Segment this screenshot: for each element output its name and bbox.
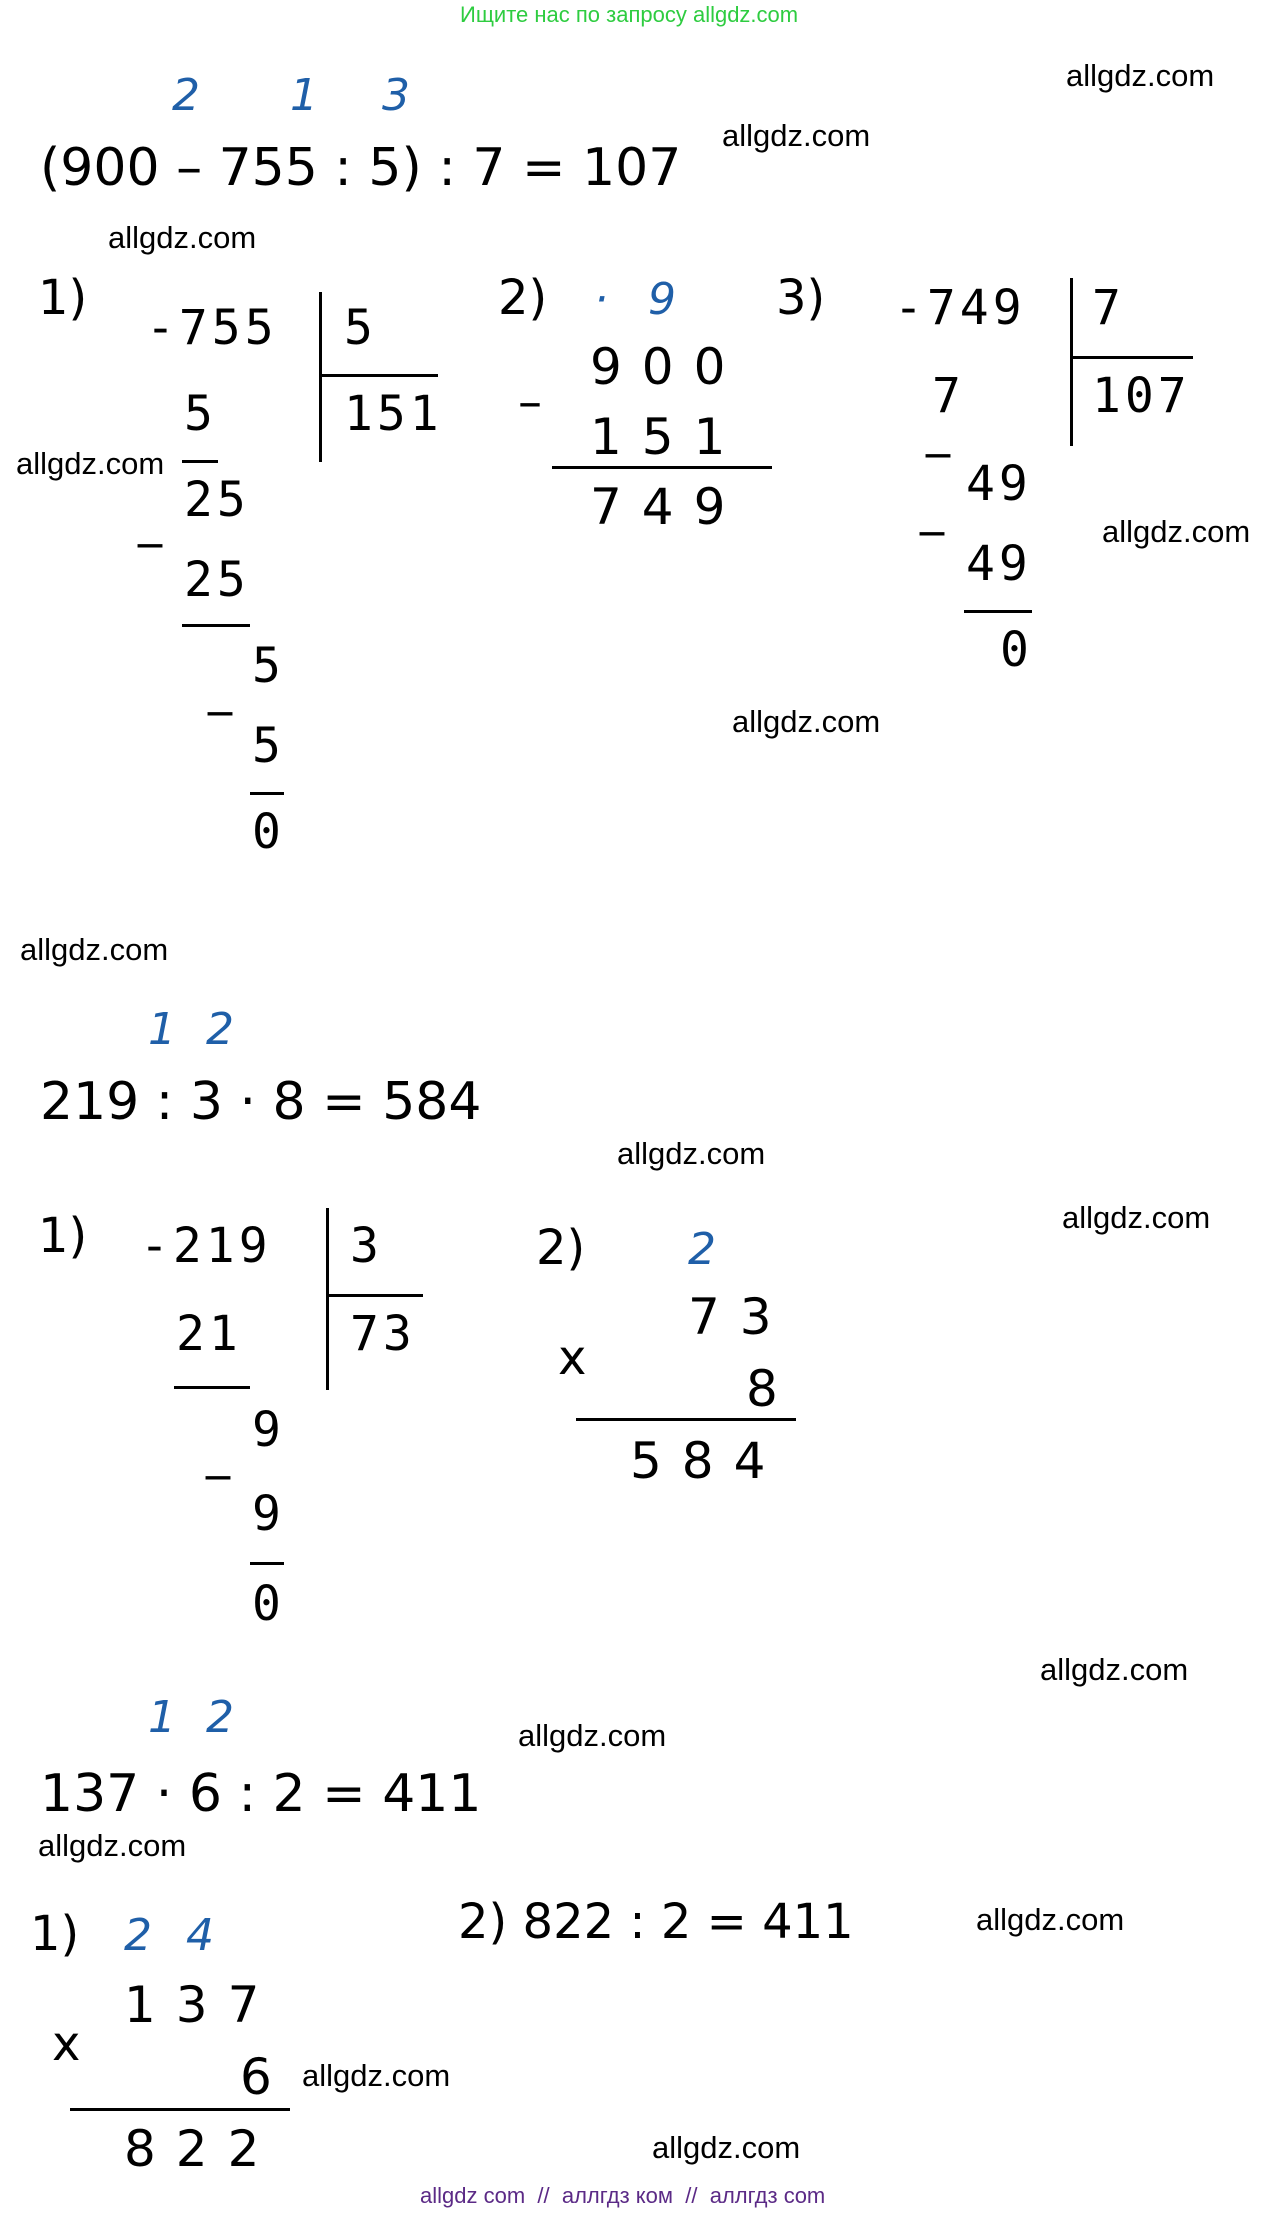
multiplicand: 73	[688, 1288, 792, 1346]
quotient: 107	[1092, 368, 1191, 424]
step-label: 3)	[776, 270, 826, 326]
step-label: 1)	[38, 1208, 88, 1264]
remainder: 9	[252, 1402, 285, 1458]
divisor: 3	[350, 1218, 383, 1274]
minus-sign: _	[920, 480, 944, 536]
dividend: -755	[146, 300, 278, 356]
subtraction-line	[182, 460, 218, 463]
divisor: 7	[1092, 280, 1125, 336]
subtraction-line	[174, 1386, 250, 1389]
expression: 219 : 3 · 8 = 584	[40, 1072, 482, 1132]
multiply-sign: x	[558, 1330, 587, 1386]
watermark: allgdz.com	[1102, 514, 1251, 549]
quotient-line	[327, 1294, 423, 1297]
remainder: 25	[184, 472, 250, 528]
watermark: allgdz.com	[518, 1718, 667, 1753]
subtraction-line	[964, 610, 1032, 613]
expression: 137 · 6 : 2 = 411	[40, 1764, 482, 1824]
order-number: 2	[206, 1692, 234, 1743]
division-bar	[319, 292, 322, 462]
subtrahend: 151	[590, 408, 746, 466]
order-number: 3	[382, 70, 410, 121]
watermark: allgdz.com	[976, 1902, 1125, 1937]
minus-sign: _	[926, 402, 950, 458]
watermark: allgdz.com	[732, 704, 881, 739]
borrow-dot: ·	[594, 274, 608, 325]
borrow-digit: 9	[648, 274, 676, 325]
dividend: -219	[140, 1218, 272, 1274]
watermark: allgdz.com	[1066, 58, 1215, 93]
final-remainder: 0	[252, 1576, 285, 1632]
order-number: 2	[206, 1004, 234, 1055]
dividend: -749	[894, 280, 1026, 336]
quotient-line	[1071, 356, 1193, 359]
subtrahend: 25	[184, 552, 250, 608]
step-label: 2)	[536, 1220, 586, 1276]
bottom-banner: allgdz com // аллгдз ком // аллгдз com	[420, 2183, 826, 2208]
final-remainder: 0	[1000, 622, 1033, 678]
multiplicand: 137	[124, 1976, 280, 2034]
subtrahend: 21	[176, 1306, 242, 1362]
watermark: allgdz.com	[652, 2130, 801, 2165]
watermark: allgdz.com	[20, 932, 169, 967]
quotient-line	[320, 374, 438, 377]
subtrahend: 5	[252, 718, 285, 774]
watermark: allgdz.com	[1040, 1652, 1189, 1687]
quotient: 73	[350, 1306, 416, 1362]
subtraction-line	[250, 1562, 284, 1565]
watermark: allgdz.com	[16, 446, 165, 481]
watermark: allgdz.com	[38, 1828, 187, 1863]
step-label: 2)	[498, 270, 548, 326]
order-number: 1	[148, 1004, 176, 1055]
quotient: 151	[344, 386, 443, 442]
multiplier: 6	[240, 2048, 292, 2106]
subtrahend: 7	[932, 368, 965, 424]
minus-sign: _	[206, 1424, 230, 1480]
multiply-sign: x	[52, 2016, 81, 2072]
watermark: allgdz.com	[722, 118, 871, 153]
minus-sign: –	[518, 374, 542, 430]
step-label: 1)	[30, 1906, 80, 1962]
expression: (900 – 755 : 5) : 7 = 107	[40, 138, 682, 198]
subtrahend: 9	[252, 1486, 285, 1542]
step-expression: 2) 822 : 2 = 411	[458, 1894, 854, 1950]
result-line	[576, 1418, 796, 1421]
watermark: allgdz.com	[108, 220, 257, 255]
subtrahend: 5	[184, 386, 217, 442]
difference: 749	[590, 478, 746, 536]
step-label: 1)	[38, 270, 88, 326]
product: 822	[124, 2120, 280, 2178]
carry-digit: 2	[688, 1224, 716, 1275]
top-banner: Ищите нас по запросу allgdz.com	[460, 2, 799, 27]
subtrahend: 49	[966, 536, 1032, 592]
carry-digits: 2 4	[124, 1910, 224, 1961]
subtraction-line	[182, 624, 250, 627]
divisor: 5	[344, 300, 377, 356]
watermark: allgdz.com	[302, 2058, 451, 2093]
subtraction-line	[250, 792, 284, 795]
division-bar	[1070, 278, 1073, 446]
minus-sign: _	[208, 660, 232, 716]
watermark: allgdz.com	[617, 1136, 766, 1171]
minuend: 900	[590, 338, 746, 396]
result-line	[552, 466, 772, 469]
product: 584	[630, 1432, 786, 1490]
result-line	[70, 2108, 290, 2111]
order-number: 1	[290, 70, 318, 121]
remainder: 49	[966, 456, 1032, 512]
remainder: 5	[252, 638, 285, 694]
order-number: 2	[172, 70, 200, 121]
watermark: allgdz.com	[1062, 1200, 1211, 1235]
division-bar	[326, 1208, 329, 1390]
order-number: 1	[148, 1692, 176, 1743]
final-remainder: 0	[252, 804, 285, 860]
multiplier: 8	[746, 1360, 798, 1418]
minus-sign: _	[138, 492, 162, 548]
